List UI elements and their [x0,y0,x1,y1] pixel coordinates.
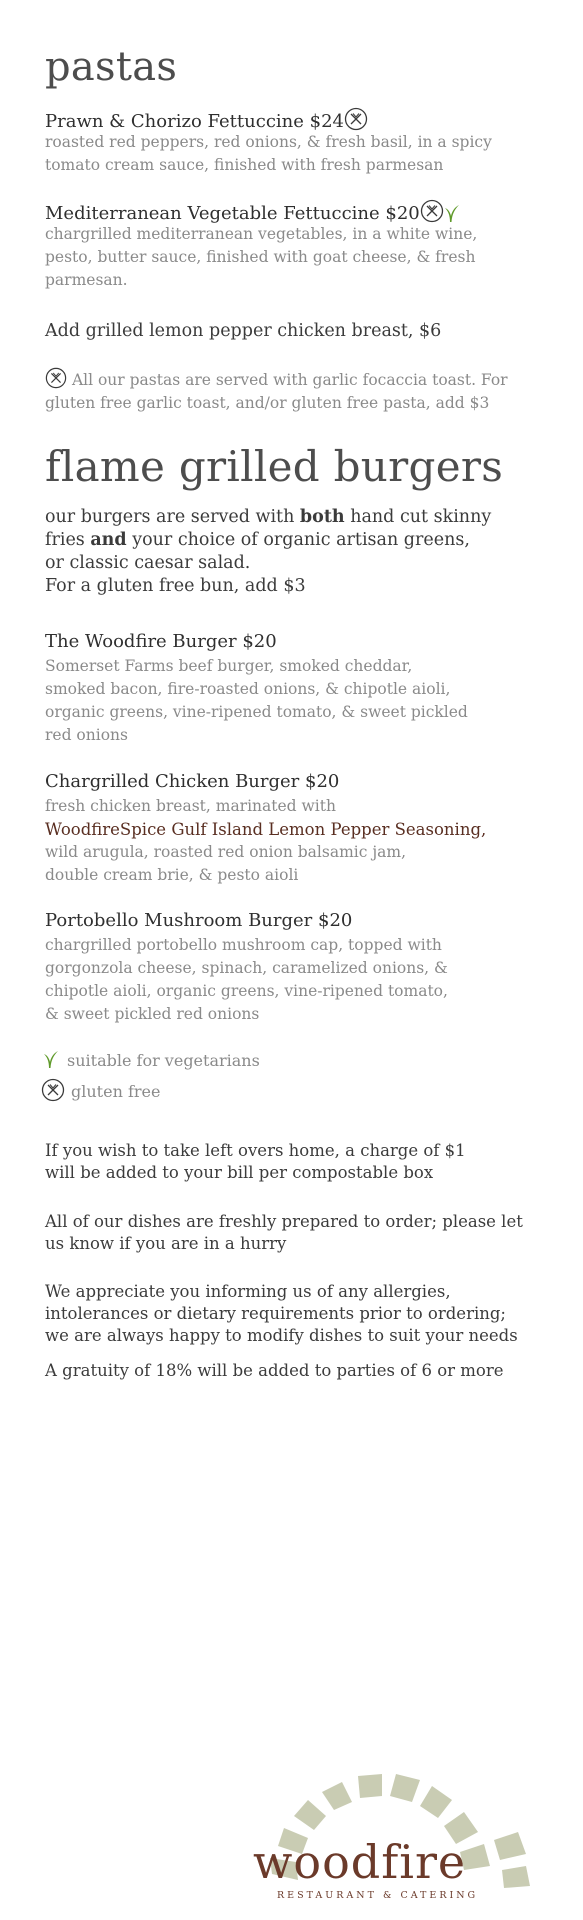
description-line: & sweet pickled red onions [45,1005,260,1023]
description-line: chargrilled portobello mushroom cap, topped with [45,936,442,954]
note-line: All our pastas are served with garlic focaccia toast. For [71,371,508,389]
description-line: wild arugula, roasted red onion balsamic jam, [45,843,407,861]
notice-prepared [45,1211,523,1255]
intro-text: hand cut skinny [344,507,492,527]
gluten-free-icon [420,199,444,223]
description-line: chipotle aioli, organic greens, vine-ripened tomato, [45,982,448,1000]
item-name-text: Prawn & Chorizo Fettuccine $24 [45,111,344,132]
description-line: red onions [45,726,128,744]
menu-item-description [45,655,468,747]
notice-line: All of our dishes are freshly prepared to order; please let [45,1212,523,1231]
notice-line: us know if you are in a hurry [45,1234,287,1253]
description-line: parmesan. [45,271,128,289]
pasta-addon: Add grilled lemon pepper chicken breast, $6 [45,321,442,341]
description-line: roasted red peppers, red onions, & fresh basil, in a spicy [45,133,492,151]
legend-gluten-free [41,1078,160,1102]
menu-item-name: Chargrilled Chicken Burger $20 [45,771,340,792]
notice-allergies [45,1281,518,1347]
notice-line: We appreciate you informing us of any allergies, [45,1282,451,1301]
legend-label: suitable for vegetarians [67,1051,260,1070]
description-line: organic greens, vine-ripened tomato, & sweet pickled [45,703,468,721]
description-line: tomato cream sauce, finished with fresh parmesan [45,156,444,174]
gluten-free-icon [41,1078,65,1102]
description-line: fresh chicken breast, marinated with [45,797,336,815]
notice-line: intolerances or dietary requirements prior to ordering; [45,1304,506,1323]
notice-line: If you wish to take left overs home, a charge of $1 [45,1141,466,1160]
description-line: pesto, butter sauce, finished with goat cheese, & fresh [45,248,476,266]
description-line: smoked bacon, fire-roasted onions, & chipotle aioli, [45,680,451,698]
vegetarian-leaf-icon [43,1049,59,1069]
legend-vegetarian [43,1049,260,1070]
logo-subtitle: RESTAURANT & CATERING [277,1890,479,1901]
gluten-free-icon [344,107,368,131]
description-line: gorgonzola cheese, spinach, caramelized onions, & [45,959,448,977]
section-heading-burgers: flame grilled burgers [45,442,504,491]
description-line: chargrilled mediterranean vegetables, in a white wine, [45,225,478,243]
vegetarian-leaf-icon [444,203,460,223]
menu-item-description [45,934,448,1026]
intro-text: our burgers are served with [45,507,300,527]
intro-text: your choice of organic artisan greens, [126,530,470,550]
notice-line: A gratuity of 18% will be added to parties of 6 or more [45,1361,504,1380]
intro-bold: both [299,507,345,527]
notice-line: will be added to your bill per compostable box [45,1163,434,1182]
intro-text: fries [45,530,91,550]
notice-leftovers [45,1140,466,1184]
menu-item-name [45,199,460,225]
menu-item-description [45,795,486,887]
description-line-brand: WoodfireSpice Gulf Island Lemon Pepper Seasoning, [45,820,487,839]
description-line: double cream brie, & pesto aioli [45,866,299,884]
menu-item-description [45,131,492,177]
note-line: gluten free garlic toast, and/or gluten free pasta, add $3 [45,394,490,412]
menu-item-name: The Woodfire Burger $20 [45,631,277,652]
woodfire-logo [250,1770,570,1910]
notice-line: we are always happy to modify dishes to suit your needs [45,1326,518,1345]
menu-item-name [45,107,368,133]
item-name-text: Mediterranean Vegetable Fettuccine $20 [45,203,420,224]
pasta-note [45,367,508,415]
section-heading-pastas: pastas [45,44,178,90]
logo-wordmark: woodfire [253,1835,467,1889]
menu-item-description [45,223,477,292]
intro-bold: and [90,530,127,550]
intro-text: or classic caesar salad. [45,553,251,573]
intro-text: For a gluten free bun, add $3 [45,576,306,596]
legend-label: gluten free [71,1082,161,1101]
burgers-intro [45,506,565,598]
notice-gratuity [45,1360,504,1382]
menu-item-name: Portobello Mushroom Burger $20 [45,910,353,931]
description-line: Somerset Farms beef burger, smoked cheddar, [45,657,413,675]
gluten-free-icon [45,367,67,389]
